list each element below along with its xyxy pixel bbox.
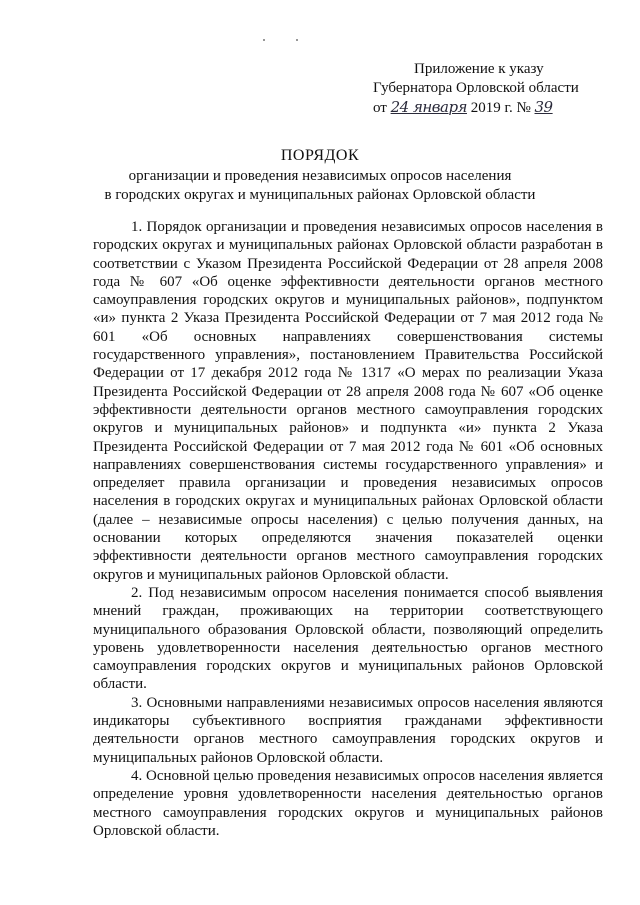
paragraph-4: 4. Основной целью проведения независимых опросов населения является определение уровня удовлетворенности населения деятельностью органов местного самоуправления городских округов и муниципальных районов Орловской области. <box>93 767 603 839</box>
appendix-line-1: Приложение к указу <box>414 61 544 77</box>
document-body <box>93 218 603 840</box>
handwritten-date: 24 января <box>390 98 467 116</box>
appendix-header <box>370 60 610 118</box>
scan-speck <box>296 39 298 41</box>
paragraph-1: 1. Порядок организации и проведения независимых опросов населения в городских округах и муниципальных районах Орловской области разработан в соответствии с Указом Президента Российской Федерации от 28 апреля 2008 года № 607 «Об оценке эффективности деятельности органов местного самоуправления городских округов и муниципальных районов», подпунктом «и» пункта 2 Указа Президента Российской Федерации от 7 мая 2012 года № 601 «Об основных направлениях совершенствования системы государственного управления», постановлением Правительства Российской Федерации от 17 декабря 2012 года № 1317 «О мерах по реализации Указа Президента Российской Федерации от 28 апреля 2008 года № 607 «Об оценке эффективности деятельности органов местного самоуправления городских округов и муниципальных районов» и подпункта «и» пункта 2 Указа Президента Российской Федерации от 7 мая 2012 года № 601 «Об основных направлениях совершенствования системы государственного управления» и определяет правила организации и проведения независимых опросов населения в городских округах и муниципальных районах Орловской области (далее – независимые опросы населения) с целью получения данных, на основании которых определяются значения показателей оценки эффективности деятельности органов местного самоуправления городских округов и муниципальных районов Орловской области. <box>93 219 603 583</box>
date-prefix: от <box>373 100 387 116</box>
handwritten-number: 39 <box>534 98 553 116</box>
appendix-line-2: Губернатора Орловской области <box>373 80 579 96</box>
paragraph-3: 3. Основными направлениями независимых опросов населения являются индикаторы субъективного восприятия гражданами эффективности деятельности органов местного самоуправления городских округов и муниципальных районов Орловской области. <box>93 694 603 766</box>
document-subtitle-line-2: в городских округах и муниципальных районах Орловской области <box>104 187 536 203</box>
appendix-date-line <box>370 98 610 118</box>
paragraph-2: 2. Под независимым опросом населения понимается способ выявления мнений граждан, проживающих на территории соответствующего муниципального образования Орловской области, позволяющий определить уровень удовлетворенности населения деятельностью органов местного самоуправления городских округов и муниципальных районов Орловской области. <box>93 584 603 693</box>
date-suffix: 2019 г. № <box>470 100 531 116</box>
document-title: ПОРЯДОК <box>280 147 360 164</box>
scan-speck <box>263 39 265 41</box>
document-subtitle-line-1: организации и проведения независимых опросов населения <box>128 168 512 184</box>
document-title-block <box>90 146 550 205</box>
